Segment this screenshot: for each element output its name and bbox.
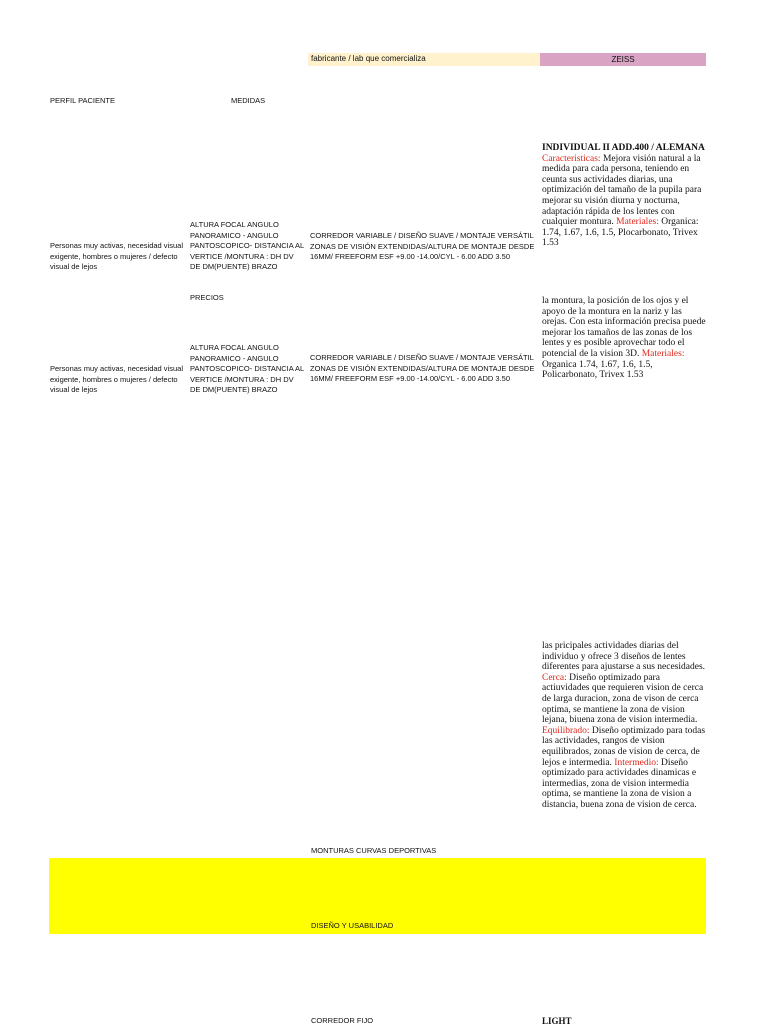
row1-perfil: Personas muy activas, necesidad visual exigente, hombres o mujeres / defecto visual de lejos xyxy=(50,241,183,271)
zeiss-description-2-clip xyxy=(542,296,708,398)
desc1-mat-label: Materiales: xyxy=(616,217,659,228)
light-clip xyxy=(542,1016,622,1024)
medidas-header: MEDIDAS xyxy=(231,96,266,105)
fabricante-header-cell xyxy=(308,53,540,66)
desc3-inter-label: Intermedio: xyxy=(614,757,659,768)
corredor-fijo-clip xyxy=(311,1016,431,1024)
row2-perfil: Personas muy activas, necesidad visual exigente, hombres o mujeres / defecto visual de lejos xyxy=(50,364,183,394)
desc3-equi-text: Diseño optimizado para todas las actividades, rangos de vision equilibrados, zonas de vision de cerca, de lejos e intermedia. xyxy=(542,725,706,768)
desc2-body: el apoyo de la montura en la nariz y las orejas. Con esta información precisa puede mejorar los tamaños de las zonas de los lentes y es posible aprovechar todo el potencial de la vision 3D. xyxy=(542,296,706,359)
zeiss-description-3 xyxy=(542,641,706,811)
row2-medidas: ALTURA FOCAL ANGULO PANORAMICO - ANGULO PANTOSCOPICO- DISTANCIA AL VERTICE /MONTURA : DH DV DE DM(PUENTE) BRAZO xyxy=(190,343,304,394)
fabricante-label: fabricante / lab que comercializa xyxy=(311,54,426,63)
desc1-car-label: Caracteristicas: xyxy=(542,153,601,164)
desc3-inter-text: Diseño optimizado para actividades dinamicas e intermedias, zona de vision intermedia optima, se mantiene la zona de vision a distancia, buena zona de vision de cerca. xyxy=(542,757,697,810)
light-label: LIGHT xyxy=(542,1016,572,1026)
desc1-mat-text: Organica: 1.74, 1.67, 1.6, 1.5, Plocarbonato, Trivex 1.53 xyxy=(542,217,699,249)
perfil-header: PERFIL PACIENTE xyxy=(50,96,116,105)
desc2-partial-top: la montura, la posición de los ojos y xyxy=(542,296,680,306)
row2-corredor: CORREDOR VARIABLE / DISEÑO SUAVE / MONTAJE VERSÁTIL ZONAS DE VISIÓN EXTENDIDAS/ALTURA DE MONTAJE DESDE 16MM/ FREEFORM ESF +9.00 -14.00/CYL - 6.00 ADD 3.50 xyxy=(310,353,535,383)
desc3-equi-label: Equilibrado: xyxy=(542,725,590,736)
desc3-cerca-text: Diseño optimizado para actiuvidades que requieren vision de cerca de larga duracion, zona de vison de cerca optima, se mantiene la zona de vision lejana, biuena zona de vision intermedia. xyxy=(542,672,704,726)
desc1-car-text: Mejora visión natural a la medida para cada persona, teniendo en ceunta sus actividades diarias, una optimización del tamaño de la pupila para mejorar su visión diurna y nocturna, adaptación rápida de los lentes con cualquier montura. xyxy=(542,153,702,228)
diseno-label: DISEÑO Y USABILIDAD xyxy=(311,921,394,930)
desc1-title: INDIVIDUAL II ADD.400 / ALEMANA xyxy=(542,143,705,153)
desc2-mat-text: Organica 1.74, 1.67, 1.6, 1.5, Policarbonato, Trivex 1.53 xyxy=(542,359,653,381)
row1-medidas: ALTURA FOCAL ANGULO PANORAMICO - ANGULO PANTOSCOPICO- DISTANCIA AL VERTICE /MONTURA : DH DV DE DM(PUENTE) BRAZO xyxy=(190,220,304,271)
brand-header-cell: ZEISS xyxy=(540,53,706,66)
desc2-mat-label: Materiales: xyxy=(641,348,685,359)
desc3-intro: las pricipales actividades diarias del individuo y ofrece 3 diseños de lentes diferentes para ajustarse a sus necesidades. xyxy=(542,641,706,673)
corredor-fijo-label: CORREDOR FIJO xyxy=(311,1016,374,1025)
monturas-label: MONTURAS CURVAS DEPORTIVAS xyxy=(311,846,437,855)
row1-corredor: CORREDOR VARIABLE / DISEÑO SUAVE / MONTAJE VERSÁTIL ZONAS DE VISIÓN EXTENDIDAS/ALTURA DE MONTAJE DESDE 16MM/ FREEFORM ESF +9.00 -14.00/CYL - 6.00 ADD 3.50 xyxy=(310,231,535,261)
zeiss-description-1 xyxy=(542,143,706,249)
precios-label: PRECIOS xyxy=(190,293,224,302)
zeiss-description-3-clip xyxy=(542,643,708,859)
desc3-cerca-label: Cerca: xyxy=(542,672,567,683)
zeiss-description-2 xyxy=(542,296,706,381)
